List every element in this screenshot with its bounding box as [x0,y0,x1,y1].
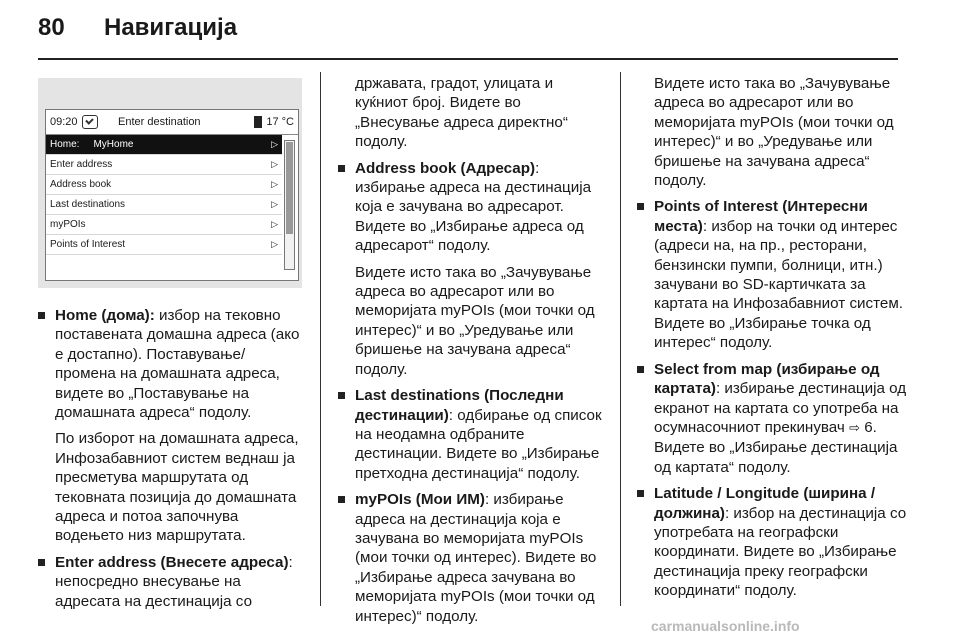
bullet-mypois [338,490,608,626]
page-number: 80 [38,14,65,41]
description: : избор на дестинација со употребата на географски координати. Видете во „Избирање дестинација преку географски координати“ подолу. [654,504,907,600]
menu-item-points-of-interest[interactable] [46,235,282,255]
display-screenshot [45,109,299,281]
bullet-select-from-map [637,360,907,477]
description: : избирање адреса на дестинација која е зачувана во адресарот. Видете во „Избирање адреса од адресарот“ подолу. [355,159,592,255]
column-1 [38,306,308,618]
arrow-icon: ▷ [271,159,278,169]
clock: 09:20 [50,116,78,128]
watermark: carmanualsonline.info [651,618,800,634]
term: Select from map (избирање од картата) [654,360,880,398]
column-divider [320,72,321,606]
bullet-icon [637,366,644,373]
bullet-home [38,306,308,422]
menu-item-label: Address book [50,179,112,190]
temperature: 17 °C [266,116,294,128]
menu-item-label: Points of Interest [50,239,126,250]
term: Last destinations (Последни дестинации) [355,387,564,424]
menu-item-home[interactable] [46,135,282,155]
arrow-icon: ▷ [271,179,278,189]
bullet-icon [637,490,644,497]
arrow-icon: ▷ [271,219,278,229]
bullet-icon [38,559,45,566]
column-3 [637,74,907,608]
menu-item-label: Last destinations [50,199,126,210]
paragraph: Видете исто така во „Зачувување адреса во адресарот или во меморијата myPOIs (мои точки од интерес)“ и во „Уредување или бришење на зачувана адреса“ подолу. [355,263,595,378]
phone-icon [254,116,262,128]
bullet-latitude-longitude [637,484,907,600]
arrow-icon: ▷ [271,239,278,249]
term: Points of Interest (Интересни места) [654,198,868,235]
description: : избирање адреса на дестинација која е зачувана во меморијата myPOIs (мои точки од интерес). Видете во „Избирање адреса зачувана во меморијата myPOIs (мои точки од интерес)“ подолу. [355,491,597,625]
page-header [38,14,237,42]
menu-item-label: Home: [50,139,80,150]
description: 6. Видете во „Избирање дестинација од картата“ подолу. [654,418,898,476]
menu-item-last-destinations[interactable] [46,195,282,215]
arrow-icon: ▷ [271,199,278,209]
bullet-icon [338,165,345,172]
arrow-icon: ▷ [271,139,278,149]
description: : избирање дестинација од екранот на картата со употреба на осумнасочниот прекинувач [654,380,907,436]
scrollbar [284,140,295,270]
bullet-icon [338,496,345,503]
menu-item-mypois[interactable] [46,215,282,235]
description: : непосредно внесување на адресата на дестинација со [55,553,293,610]
paragraph: Видете исто така во „Зачувување адреса во адресарот или во меморијата myPOIs (мои точки од интерес)“ и во „Уредување или бришење на зачувана адреса“ подолу. [654,75,894,190]
term: myPOIs (Мои ИМ) [355,491,485,509]
column-divider [620,72,621,606]
menu-item-label: Enter address [50,159,113,170]
description: избор на тековно поставената домашна адреса (ако е достапно). Поставување/ промена на домашната адреса, видете во „Поставување на домашната адреса“ подолу. [55,307,300,422]
menu-item-enter-address[interactable] [46,155,282,175]
status-bar [46,110,298,135]
term: Address book (Адресар) [355,159,536,177]
screen-title: Enter destination [118,116,201,128]
menu-item-label: myPOIs [50,219,86,230]
bullet-enter-address [38,553,308,611]
menu-item-address-book[interactable] [46,175,282,195]
term: Enter address (Внесете адреса) [55,553,289,571]
term: Latitude / Longitude (ширина / должина) [654,485,876,522]
paragraph: По изборот на домашната адреса, Инфозабавниот систем веднаш ја пресметува маршрутата од тековната позиција до домашната адреса и потоа започнува водењето низ маршрутата. [55,430,299,545]
bullet-icon [637,203,644,210]
scrollbar-thumb [286,142,293,234]
description: : одбирање од список на неодамна одбраните дестинации. Видете во „Избирање претходна дестинација“ подолу. [355,406,602,482]
bullet-icon [338,392,345,399]
description: : избор на точки од интерес (адреси на, на пр., ресторани, бензински пумпи, болници, итн.) зачувани во SD-картичката за картата на Инфозабавниот систем. Видете во „Избирање точка од интерес“ подолу. [654,217,904,352]
bullet-address-book [338,159,608,256]
paragraph: државата, градот, улицата и куќниот број. Видете во „Внесување адреса директно“ подолу. [355,75,568,151]
bullet-points-of-interest [637,197,907,352]
navigation-icon [82,115,98,129]
bullet-last-destinations [338,386,608,483]
column-2 [338,74,608,633]
home-value: MyHome [93,139,134,150]
header-rule [38,58,898,60]
switch-arrow-icon: ⇨ [849,420,860,436]
page-title: Навигација [104,14,238,41]
term: Home (дома): [55,307,155,324]
bullet-icon [38,312,45,319]
